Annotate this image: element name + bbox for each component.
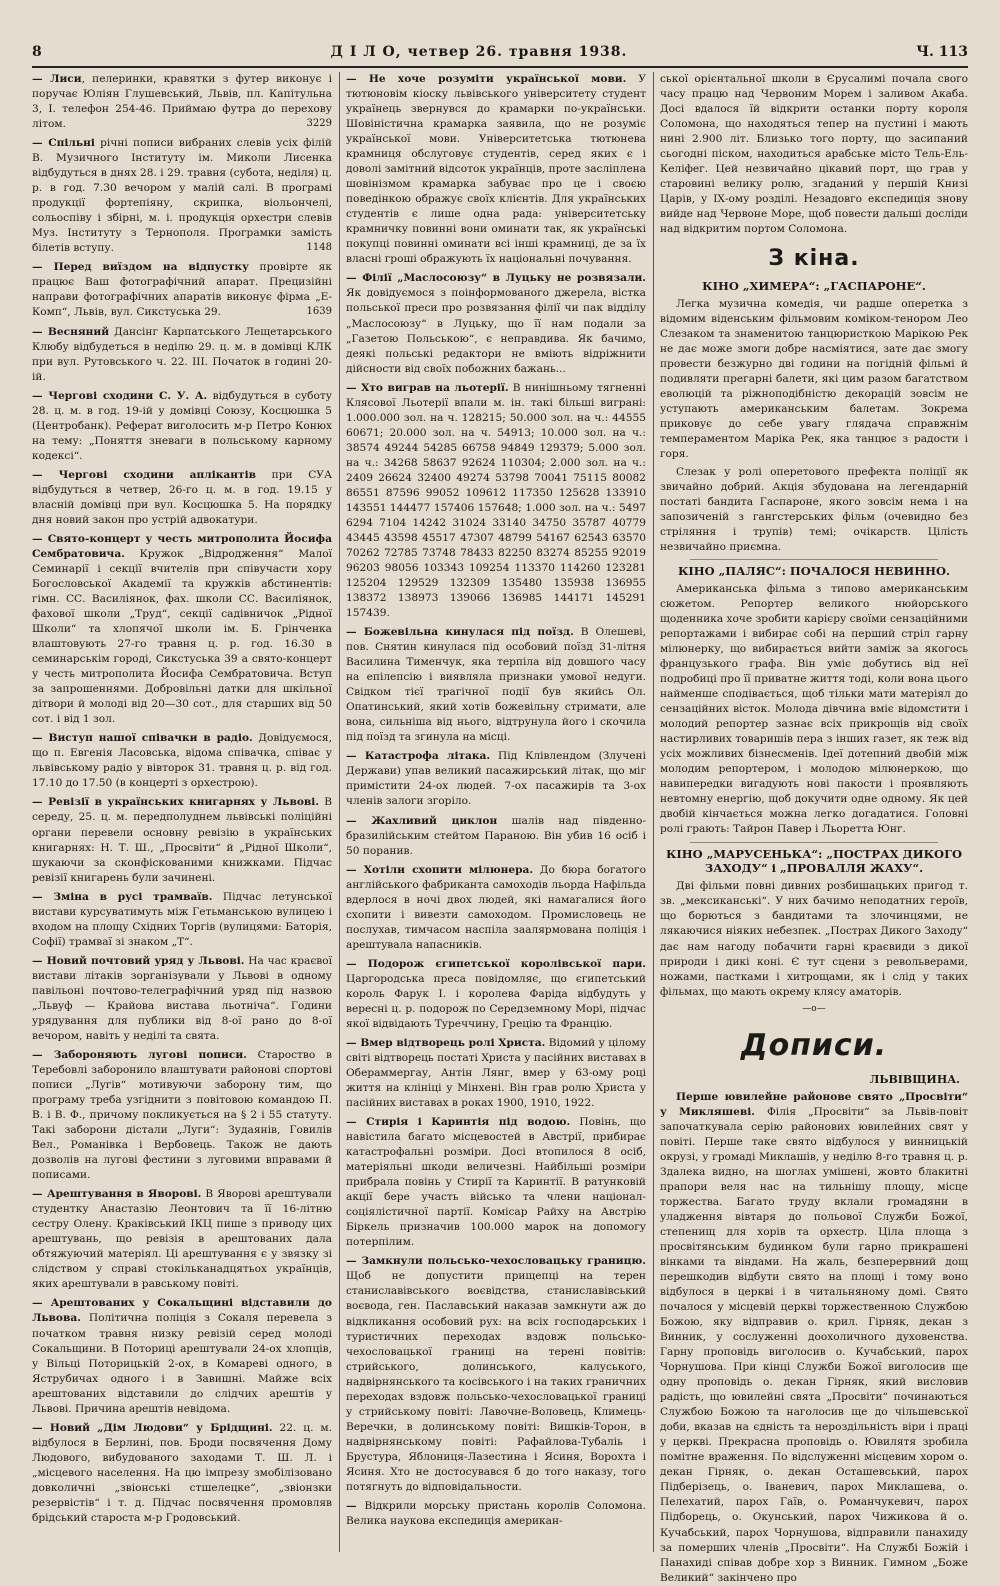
item-dash: — [32, 890, 54, 903]
cinema-review-title: КІНО „ХИМЕРА“: „ГАСПАРОНЕ“. [702, 278, 926, 293]
item-text: В Яворові арештували студентку Анастазію Леонтович та її 16-літню сестру Олену. Кракiвський ІКЦ пише з приводу цих арештувань, що ревізія в арештованих дала обтяжуючий матеріял. Ці арештування є у звязку зі слідством у справі стокільканадцятьох українців, яких арештували в равському повіті. [32, 1188, 332, 1291]
item-headline: Забороняють лугові пописи. [53, 1048, 247, 1061]
item-headline: Виступ нашої співачки в радіо. [48, 732, 253, 745]
article-continuation: ської орієнтальної школи в Єрусалимі почала свого часу працю над Червоним Морем і заливом Акаба. Досі вдалося їй відкрити останки порту короля Соломона, що находяться тепер на пустині і мають нині 2.900 літ. Близько того порту, що засипаний сьогодні піском, находиться арабське місто Тель-Ель-Келіфег. Цей незвичайно цікавий порт, що грав у старовині велику ролю, згаданий у першій Книзі Царів, у ІХ-ому розділі. Незадовго експедиція знову вийде над Червоне Море, щоб повести дальші досліди над відкритим портом Соломона. [660, 73, 968, 236]
news-item [346, 1036, 646, 1111]
cinema-review-paragraph: Дві фільми повні дивних розбишацьких пригод т. зв. „мексиканські“. У них бачимо неподатних героїв, що борються з бандитами та злочинцями, не лякаючися ніяких небезпек. „Пострах Дикого Заходу“ дає нам нагоду побачити гарні краєвиди з дикої природи і дикі коні. Є тут сцени з револьверами, ножами, пастками і хитрощами, як і слід у таких фільмах, що мають окрему клясу аматорів. [660, 880, 968, 998]
masthead-date: Д І Л О, четвер 26. травня 1938. [330, 44, 628, 60]
cinema-reviews [660, 279, 968, 1000]
item-dash: — [346, 272, 363, 285]
column-3 [660, 72, 969, 1584]
item-dash: — [32, 1188, 47, 1201]
news-item [32, 795, 332, 885]
ad-number: 1148 [306, 242, 332, 254]
item-text: В Олешеві, пов. Снятин кинулася під особовий поїзд 31-літня Василина Тименчук, яка терпіла від довшого часу на епілепсію і виявляла признаки умової недуги. Свідком тієї трагічної події був якийсь Ол. Опатинський, який хотів божевільну стримати, але вона, сильніша від нього, відтрунула його і скочила під поїзд та згинула на місці. [346, 626, 646, 744]
news-item [346, 814, 646, 859]
news-item [32, 468, 332, 528]
news-item [32, 1296, 332, 1416]
item-text: Повінь, що навістила багато місцевостей в Австрії, прибирає катастрофальні розміри. Досі втопилося 8 осіб, матеріяльні шкоди величезні. Найбільші розміри прибрала повінь у Стирії та Каринтії. В ратунковій акції бере участь військо та члени націонал-соціялістичної партії. Комісар Райху на Австрію Біркель призначив 100.000 марок на допомогу потерпілим. [346, 1116, 646, 1249]
item-headline: Хотіли схопити мілюнера. [363, 863, 534, 876]
item-dash: — [346, 73, 369, 85]
item-headline: Стирія і Каринтія під водою. [366, 1116, 571, 1129]
item-dash: — [32, 796, 49, 809]
section-title-reports: Дописи. [740, 1028, 888, 1064]
news-item [346, 863, 646, 953]
separator [690, 842, 938, 843]
item-text: 22. ц. м. відбулося в Берлині, пов. Броди посвячення Дому Людового, вибудованого заходами Т. Ш. Л. і „місцевого населення. На цю імпрезу змобілізовано довколичні „звіонські стшелецке“, „звіонзки резервістів“ і т. д. Підчас посвячення промовляв брідський староста м-р Гродовський. [32, 1421, 332, 1524]
news-item [346, 749, 646, 809]
item-headline: Арештованих у Сокальщині відставили до Львова. [32, 1297, 332, 1325]
item-text: Відкрили морську пристань королів Соломона. Велика наукова експедиція американ- [346, 1499, 646, 1527]
item-text: В середу, 25. ц. м. передполуднем львівські поліційні органи перевели основну ревізію в українських книгарнях: Н. Т. Ш., „Просвіти“ й „Рідної Школи“, шукаючи за сконфіскованими книжками. Підчас ревізії книгарень були зачинені. [32, 796, 332, 884]
item-headline: Зміна в русі трамваїв. [53, 890, 213, 903]
item-text: У тютюновім кіоску львівського університету студент українець звернувся до крамарки по-українськи. Шовіністична крамарка заявила, що не розуміє української мови. Університетська тютюнева крамниця обслуговує студентів, серед яких є і доволі замітний відсоток українців, проте засліплена шовінізмом крамарка забуває про це і своєю поведінкою ображує своїх клієнтів. Для українських студентів є лише одна рада: університетську крамничку повинні вони оминати так, як українські покупці повинні оминати всі інші крамниці, де за їх власні гроші ображують їх національні почування. [346, 73, 646, 266]
report-body: Філія „Просвіти“ за Львів-повіт започаткувала серію районових ювилейних свят у повіті. Перше таке свято відбулося у винницькій окрузі, у громаді Миклашів, у неділю 8-го травня ц. р. Здалека видно, на шоглах умішені, жовто блакитні прапори веля нас на тильнішу площу, місце торжества. Багато труду вклали громадяни в уладження вівтаря до польової Служби Божої, степенищ для хорів та орхестр. Ціла площа з просвітянським будинком були гарно прикрашені вінками та віндами. На жаль, безперервний дощ перешкодив відбути свято на площі і тому воно відбулося в церкві і в читальняному домі. Свято почалося у місцевій церкві торжественною Службою Божою, яку відправив о. крил. Гірняк, декан з Винник, у сослуженні доохоличного духовенства. Гарну проповідь виголосив о. Кучабський, парох Чорнушова. При кінці Служби Божої виголосив ще одну проповідь о. декан Гірняк, який висловив радість, що ювилейні свята „Просвіти“ починаються Службою Божою та наголосив ще до чільшевської доби, вказав на єдність та нероздільність віри і праці у церкві. Прекрасна проповідь о. Ювилятя зробила помітне враження. По відслуженні місцевим хором о. декан Гірняк, о. декан Осташевський, парох Підберізець, о. Іваневич, парох Миклашева, о. Пелехатий, парох Гаїв, о. Романчукевич, парох Підборець, о. Окунський, парох Чижикова й о. Кучабський, парох Чорнушова, відправили панахиду за померших членів „Просвіти“. На Службі Божій і Панахиді співав добре хор з Винник. Гимном „Боже Великий“ закінчено про [660, 1105, 969, 1584]
item-headline: Замкнули польсько-чехословацьку границю. [361, 1255, 646, 1268]
item-headline: Свято-концерт у честь митрополита Йосифа Сембратовича. [32, 532, 332, 560]
item-dash: — [346, 381, 362, 394]
item-headline: Чергові сходини С. У. А. [48, 389, 208, 402]
news-item [346, 271, 646, 376]
item-dash: — [346, 626, 364, 639]
item-headline: Не хоче розуміти української мови. [368, 73, 627, 85]
item-headline: Філії „Маслосоюзу“ в Луцьку не розвязали. [362, 272, 646, 285]
column-rule [339, 72, 340, 1552]
cinema-review-title: КІНО „МАРУСЕНЬКА“: „ПОСТРАХ ДИКОГО ЗАХОДУ“ і „ПРОВАЛЛЯ ЖАХУ“. [665, 846, 963, 876]
news-item [32, 1187, 332, 1292]
item-headline: Подорож єгипетської королівської пари. [367, 957, 646, 970]
item-dash: — [346, 1255, 362, 1268]
item-headline: Новий почтовий уряд у Львові. [46, 954, 245, 967]
item-dash: — [32, 325, 48, 338]
item-text: Щоб не допустити прищепці на терен станиславівського воєвідства, станиславівський воєвода, ген. Паславський наказав замкнути аж до відкликання особовий рух: на всіх господарських і туристичних переходах вздовж польсько-чехословацької границі на терені повітів: стрийського, долинського, калуського, надвірнянського та косівського і на таких граничних переходах вздовж польсько-чехословацької границі у стрийському повіті: Лавочне-Воловець, Климець-Веречки, в долинському повіті: Вишків-Торон, в надвірнянському повіті: Рафайлова-Тубаліь і Брустура, Яблониця-Лазестина і Ясиня, Ворохта і Ясиня. Хто не достосувався б до того наказу, того потягнуть до відповідальности. [346, 1270, 646, 1493]
news-item [346, 72, 646, 267]
news-item [32, 954, 332, 1044]
item-text: , пелеринки, кравятки з футер виконує і поручає Юліян Глушевський, Львів, пл. Капітульна 3, І. телефон 254-46. Приймаю футра до перехову літом. [32, 73, 332, 131]
news-item [346, 957, 646, 1032]
news-item [32, 1048, 332, 1183]
cinema-review-title: КІНО „ПАЛЯС“: ПОЧАЛОСЯ НЕВИННО. [677, 564, 951, 579]
item-dash: — [32, 1048, 54, 1061]
item-headline: Жахливий циклон [371, 814, 498, 827]
news-item [32, 260, 332, 320]
item-dash: — [346, 863, 364, 876]
item-headline: Новий „Дім Людови“ у Брідщині. [49, 1421, 273, 1434]
item-headline: Весняний [47, 325, 110, 338]
news-item [346, 1115, 646, 1250]
item-headline: Катастрофа літака. [364, 750, 491, 763]
item-text: при СУА відбудуться в четвер, 26-го ц. м. в год. 19.15 у власній домівці при вул. Косцюшка 5. На порядку дня новий закон про устрій адвокатури. [32, 468, 332, 526]
news-item [346, 381, 646, 622]
news-item [32, 731, 332, 791]
cinema-review-paragraph: Легка музична комедія, чи радше оперетка з відомим віденським фільмовим коміком-тенором Лео Слезаком та знаменитою танцюристкою Марікою Рек не дає може змоги добре насміятися, зате дає змогу провести безжурно дві години на погідній фільмі й подивляти прегарні балети, які цим разом багатством еволюцій та ріжноподібністю декорацій зовсім не уступають американським балетам. Зокрема приковує до себе увагу глядача справжнім темпераментом Маріка Рек, яка танцює з радости і горя. [660, 297, 968, 460]
cinema-review-paragraph: Слезак у ролі оперетового префекта поліції як звичайно добрий. Акція збудована на легендарній постаті бандита Гаспароне, якого зовсім нема і на запозиченій з гангстерських фільм (очевидно без стріляння і трупів) темі; очікарств. Цілість незвичайно приємна. [660, 465, 968, 554]
item-dash: — [32, 73, 51, 85]
separator [690, 559, 938, 560]
item-text: Політична поліція з Сокаля перевела з початком травня низку ревізій серед молоді Сокальщини. В Поториці арештували 24-ох хлопців, у Вільці Поторицькій 2-ох, в Комареві одного, в Яструбичах одного і в Завишні. Майже всіх арештованих відставили до слідчих арештів у Львові. Причина арештів невідома. [32, 1312, 332, 1415]
item-dash: — [346, 814, 372, 827]
news-item [32, 325, 332, 385]
item-dash: — [32, 732, 49, 745]
item-text: шалів над південно-бразилійським стейтом Параною. Він убив 16 осіб і 50 поранив. [346, 814, 646, 857]
item-headline: Чергові сходини аплікантів [58, 468, 256, 481]
item-text: Відомий у цілому світі відтворець постаті Христа у пасійних виставах в Обераммергау, Антін Лянг, вмер у 63-ому році життя на клініці у Мінхені. Він грав ролю Христа у пасійних виставах в роках 1900, 1910, 1922. [346, 1036, 646, 1110]
item-text: Староство в Теребовлі заборонило влаштувати районові спортові пописи „Лугів“ мотивуючи заборону тим, що програму треба узгіднити з повітовою командою П. В. і В. Ф., причому покликується на § 2 і 55 статуту. Такі заборони дістали „Луги“: Зудаянів, Говилів Вел., Романівка і Вербовець. Також не дають дозволів на лугові фестини з луговими вправами й пописами. [32, 1048, 332, 1182]
item-dash: — [32, 1421, 50, 1434]
page-number-left: 8 [32, 44, 42, 60]
section-title-cinema: З кіна. [768, 246, 860, 272]
news-item [32, 890, 332, 950]
news-item [32, 72, 332, 132]
item-dash: — [32, 468, 59, 481]
item-headline: Лиси [50, 73, 82, 85]
item-dash: — [346, 1116, 367, 1129]
item-dash: — [32, 261, 54, 274]
item-headline: Вмер відтворець ролі Христа. [360, 1036, 546, 1049]
item-text: Довідуємося, що п. Евгенія Ласовська, відома співачка, співає у львівському радіо у вівторок 31. травня ц. р. від год. 17.10 до 17.50 (в концерті з орхестрою). [32, 732, 332, 790]
news-item [32, 136, 332, 256]
item-dash: — [32, 532, 48, 545]
item-dash: — [346, 1036, 361, 1049]
news-item [32, 389, 332, 464]
news-item [32, 532, 332, 727]
issue-number: Ч. 113 [916, 44, 968, 60]
item-dash: — [32, 389, 49, 402]
item-text: Кружок „Відродження“ Малої Семинарії і секції вчителів при співучасти хору Богословської Академії та кружків абстинентів: гімн. СС. Василіянок, фах. школи СС. Василіянок, фахової школи „Труд“, секції садівничок „Рідної Школи“ та хлопячої школи ім. Б. Грінченка влаштовують 27-го травня ц. р. год. 16.30 в семинарськім городі, Сикстуська 39 а свято-концерт у честь митрополита Йосифа Сембратовича. Вступ за запрошеннями. Добровільні датки для шкільної дітвори й молоді від 20—30 сот., для старших від 50 сот. і від 1 зол. [32, 547, 332, 726]
item-dash: — [346, 750, 365, 763]
item-text: Під Клівлендом (Злучені Держави) упав великий пасажирський літак, що міг примістити 24-ох людей. 7-ох пасажирів та 3-ох членів залоги згоріло. [346, 750, 646, 808]
item-dash: — [346, 957, 368, 970]
column-2 [346, 72, 646, 1556]
news-item [32, 1421, 332, 1526]
ad-number: 1639 [306, 306, 332, 318]
item-text: До бюра богатого англійського фабриканта самоходів льорда Нафільда вдерлося в ночі двох людей, які намагалися його схопити і вивезти самоходом. Промисловець не послухав, тимчасом наспіла заалярмована поліція і арештувала напасників. [346, 863, 646, 951]
item-dash: — [346, 1499, 365, 1512]
item-text: відбудуться в суботу 28. ц. м. в год. 19-ій у домівці Союзу, Косцюшка 5 (Центробанк). Реферат виголосить м-р Петро Конюх на тему: „Поняття зневаги в польському карному кодексі“. [32, 389, 332, 462]
separator: —o— [802, 1003, 826, 1014]
item-text: провірте як працює Ваш фотографічний апарат. Прецизійні направи фотографічних апаратів виконує фірма „Е-Комп“, Львів, вул. Сикстуська 29. [32, 261, 332, 319]
region-heading: ЛЬВІВЩИНА. [869, 1073, 960, 1086]
news-item [346, 1254, 646, 1495]
item-text: Царгородська преса повідомляє, що єгипетський король Фарук І. і королева Фаріда відбудуть у вересні ц. р. подорож по Середземному Морі, підчас якої відвідають Туреччину, Грецію та Францію. [346, 972, 646, 1030]
ad-number: 3229 [306, 118, 332, 130]
item-text: На час краєвої вистави літаків зорганізували у Львові в одному павільоні почтово-телеграфічний уряд під назвою „Львуф — Крайова вистава льотніча“. Години урядування для публики від 8-ої рано до 8-ої вечором, навіть у неділі та свята. [32, 954, 332, 1042]
item-text: Підчас летунської вистави курсуватимуть між Гетьманською вулицею і входом на площу Східних Торгів (вулицями: Баторія, Софії) трамваї зі знаком „Т“. [32, 890, 332, 948]
item-headline: Перед виїздом на відпустку [53, 261, 249, 274]
item-headline: Арештування в Яворові. [46, 1188, 202, 1201]
item-headline: Спільні [48, 137, 95, 150]
item-dash: — [32, 954, 47, 967]
column-1 [32, 72, 332, 1556]
item-headline: Хто виграв на льотерії. [361, 381, 509, 394]
cinema-review-paragraph: Американська фільма з типово американським сюжетом. Репортер великого нюйорського щоденника хоче зробити карієру своїми сензаційними репортажами і вибирає собі на перший стріл гарну мілюнерку, що вибирається вийти заміж за якогось французького графа. Він уміє добутись від неї подробиці про її приватне життя тоді, коли вона цього найменше сподівається, щоб тільки мати матеріял до сензаційних вісток. Молода дівчина вміє відомстити і молодий репортер зазнає всіх прикрощів від своїх настирливих товаришів пера з інших газет, як теж від усіх можливих бізнесменів. Ідеї дотепний двобій між молодим репортером, і молодою мілюнеркою, що навипередки вигадують нові пакости і проявляють невтомну енергію, щоб докучити одне одному. Як цей двобій кінчається можна легко догадатися. Головні ролі грають: Тайрон Павер і Льоретта Юнг. [660, 582, 968, 836]
report-headline: Перше ювилейне районове свято „Просвіти“ у Микляшеві. [660, 1090, 968, 1118]
item-headline: Ревізії в українських книгарнях у Львові. [48, 796, 319, 809]
news-item [346, 1499, 646, 1529]
item-text: В нинішньому тягненні Клясової Льотерії впали м. ін. такі більші виграні: 1.000.000 зол. на ч. 128215; 50.000 зол. на ч.: 44555 60671; 20.000 зол. на ч. 54913; 10.000 зол. на ч.: 38574 49244 54285 66758 94849 129379; 5.000 зол. на ч.: 34268 58637 92624 110304; 2.000 зол. на ч.: 2409 26624 32400 49274 53798 70041 75115 80082 86551 87596 99052 109612 117350 125628 133910 143551 144477 157406 157648; 1.000 зол. на ч.: 5497 6294 7104 14242 31024 33140 34750 35787 40779 43445 43598 45517 47307 48799 54167 62543 63570 70262 72785 73748 78433 82250 83274 85255 92019 96203 98056 103343 109254 113370 114260 123281 125204 129529 132309 135480 135938 136955 138372 138973 139066 136985 144171 145291 157439. [346, 381, 646, 620]
report-article [660, 1090, 968, 1586]
news-item [346, 625, 646, 745]
item-dash: — [32, 137, 49, 150]
item-text: Дансінг Карпатського Лещетарського Клюбу відбудеться в неділю 29. ц. м. в домівці КЛК при вул. Рутовського ч. 22. ІІІ. Початок в годині 20-ій. [32, 325, 332, 383]
item-dash: — [32, 1297, 51, 1310]
item-text: річні пописи вибраних слевів усіх філій В. Музичного Інституту ім. Миколи Лисенка відбудуться в днях 28. і 29. травня (субота, неділя) ц. р. в год. 7.30 вечором у малій салі. В програмі продукції фортепіяну, скрипка, віольончелі, сольоспіву і збірні, м. і. продукція орхестри слевів Муз. Інституту з Тернополя. Програмки замість білетів вступу. [32, 137, 332, 255]
page-header [32, 38, 968, 68]
item-text: Як довідуємося з поінформованого джерела, вістка польської преси про розвязання філії чи пак відділу „Маслосоюзу“ в Луцьку, що її нам подали за „Газетою Польською“, є неправдива. Як бачимо, деякі польські редактори не вміють відріжнити дійсности від своїх побожних бажань... [346, 287, 646, 375]
item-headline: Божевільна кинулася під поїзд. [363, 626, 574, 639]
column-rule [653, 72, 654, 1552]
